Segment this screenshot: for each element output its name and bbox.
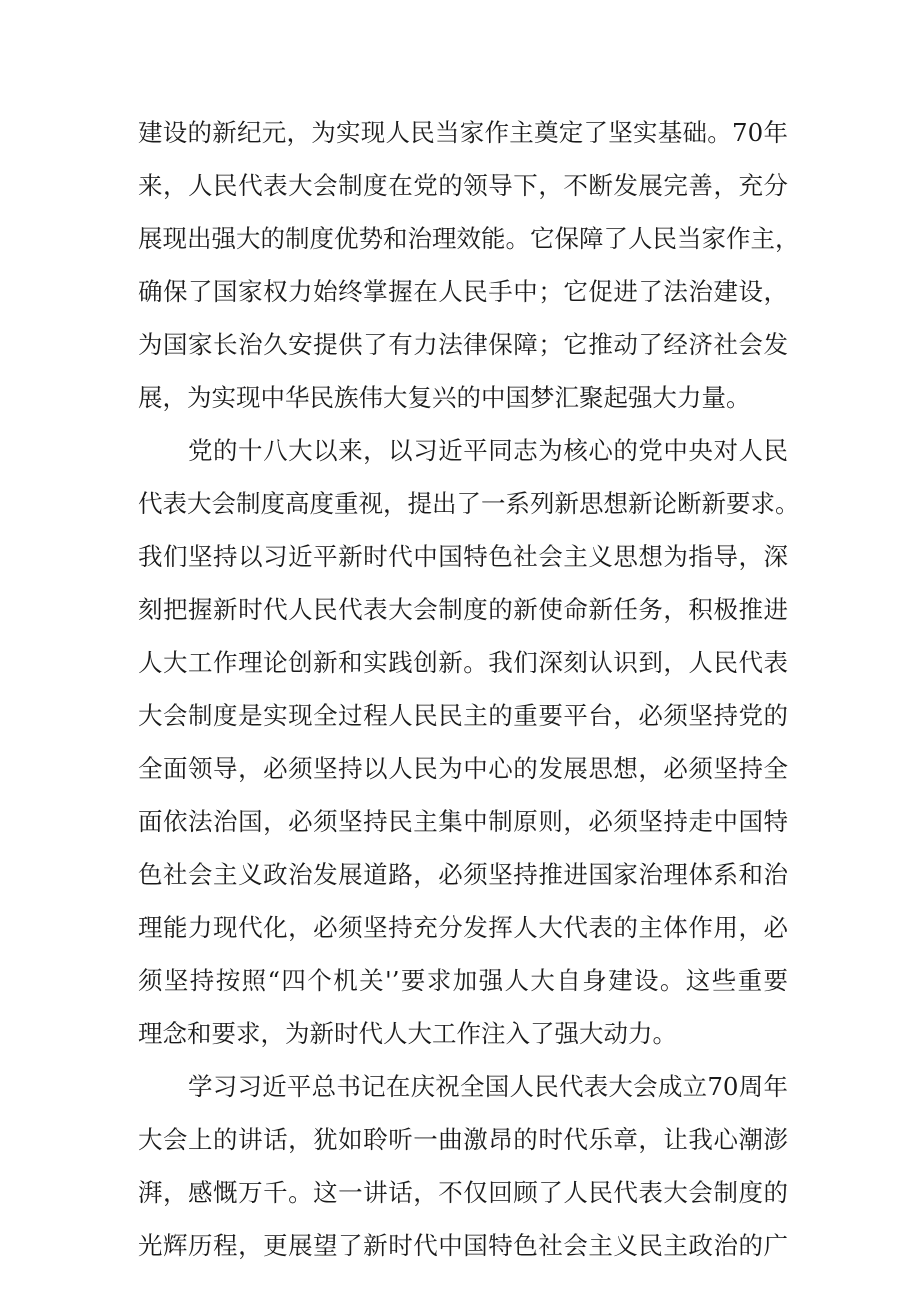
text-line: 湃，感慨万千。这一讲话，不仅回顾了人民代表大会制度的: [138, 1178, 788, 1207]
text-line: 学习习近平总书记在庆祝全国人民代表大会成立70周年: [188, 1072, 788, 1101]
text-line: 展现出强大的制度优势和治理效能。它保障了人民当家作主，: [138, 224, 800, 253]
text-line: 党的十八大以来，以习近平同志为核心的党中央对人民: [188, 436, 788, 465]
text-line: 确保了国家权力始终掌握在人民手中；它促进了法治建设，: [138, 277, 788, 306]
text-line: 我们坚持以习近平新时代中国特色社会主义思想为指导，深: [138, 542, 788, 571]
text-line: 大会上的讲话，犹如聆听一曲激昂的时代乐章，让我心潮澎: [138, 1125, 788, 1154]
text-line: 面依法治国，必须坚持民主集中制原则，必须坚持走中国特: [138, 807, 788, 836]
text-line: 刻把握新时代人民代表大会制度的新使命新任务，积极推进: [138, 595, 788, 624]
text-line: 色社会主义政治发展道路，必须坚持推进国家治理体系和治: [138, 860, 788, 889]
document-body: [138, 106, 800, 1272]
text-line: 来，人民代表大会制度在党的领导下，不断发展完善，充分: [138, 171, 788, 200]
text-line: 为国家长治久安提供了有力法律保障；它推动了经济社会发: [138, 330, 788, 359]
text-line: 代表大会制度高度重视，提出了一系列新思想新论断新要求。: [138, 489, 800, 518]
text-line: 须坚持按照“四个机关'’要求加强人大自身建设。这些重要: [138, 966, 788, 995]
text-line: 人大工作理论创新和实践创新。我们深刻认识到，人民代表: [138, 648, 788, 677]
text-line: 建设的新纪元，为实现人民当家作主奠定了坚实基础。70年: [138, 118, 788, 147]
text-line: 展，为实现中华民族伟大复兴的中国梦汇聚起强大力量。: [138, 383, 751, 412]
text-line: 理能力现代化，必须坚持充分发挥人大代表的主体作用，必: [138, 913, 788, 942]
text-line: 大会制度是实现全过程人民民主的重要平台，必须坚持党的: [138, 701, 788, 730]
text-line: 光辉历程，更展望了新时代中国特色社会主义民主政治的广: [138, 1231, 788, 1260]
text-line: 全面领导，必须坚持以人民为中心的发展思想，必须坚持全: [138, 754, 788, 783]
text-line: 理念和要求，为新时代人大工作注入了强大动力。: [138, 1019, 677, 1048]
